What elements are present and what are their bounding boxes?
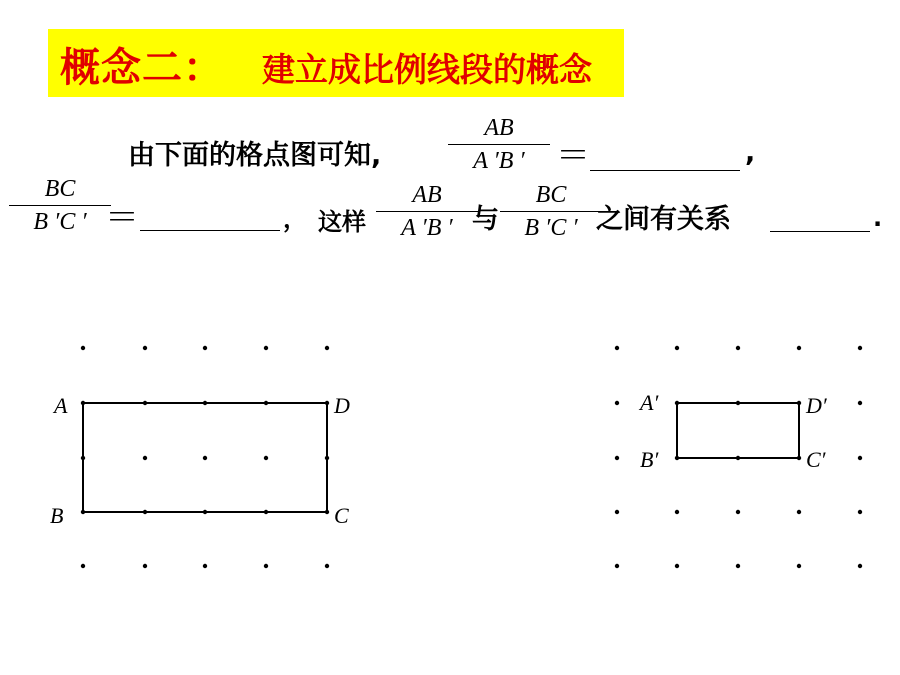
left-grid-dots: [81, 346, 329, 568]
grid-dot: [203, 456, 207, 460]
label-c: C: [334, 503, 349, 528]
grid-dot: [797, 510, 801, 514]
grid-dot: [615, 401, 619, 405]
text-zheyang: 这样: [318, 208, 366, 236]
rectangle-a1b1c1d1: [677, 403, 799, 458]
grid-dot: [615, 456, 619, 460]
fraction-denominator: A ′B ′: [401, 215, 453, 241]
grid-dot: [797, 564, 801, 568]
grid-dot: [325, 564, 329, 568]
label-c-prime: C′: [806, 447, 826, 472]
comma-2: ，: [283, 205, 307, 233]
text-yu: 与: [472, 204, 499, 235]
grid-dot: [858, 346, 862, 350]
label-d: D: [334, 393, 350, 418]
grid-dot: [203, 346, 207, 350]
grid-dot: [264, 564, 268, 568]
label-b: B: [50, 503, 64, 528]
grid-dot: [736, 346, 740, 350]
grid-dot: [858, 456, 862, 460]
fraction-denominator: A ′B ′: [473, 148, 525, 174]
grid-dot: [81, 564, 85, 568]
label-b-prime: B′: [640, 447, 659, 472]
grid-dot: [81, 346, 85, 350]
grid-dot: [675, 510, 679, 514]
fraction-denominator: B ′C ′: [33, 209, 87, 235]
fraction-numerator: BC: [44, 176, 76, 202]
fraction-numerator: AB: [484, 115, 514, 141]
equals-sign-2: ＝: [105, 198, 139, 238]
grid-dot: [736, 564, 740, 568]
label-a: A: [54, 393, 68, 418]
period: .: [873, 204, 883, 232]
grid-dot: [143, 564, 147, 568]
grid-dot: [797, 346, 801, 350]
grid-dot: [325, 346, 329, 350]
title-main: 概念二：: [60, 45, 224, 91]
fraction-numerator: BC: [535, 182, 567, 208]
grid-dot: [615, 510, 619, 514]
label-a-prime: A′: [640, 390, 659, 415]
grid-dot: [615, 346, 619, 350]
title-subtitle: 建立成比例线段的概念: [262, 50, 592, 89]
grid-dot: [203, 564, 207, 568]
grid-dot: [264, 346, 268, 350]
intro-text: 由下面的格点图可知,: [128, 140, 382, 171]
grid-dot: [143, 346, 147, 350]
grid-dot: [858, 401, 862, 405]
equals-sign: ＝: [556, 136, 590, 176]
grid-dot: [858, 510, 862, 514]
fraction-numerator: AB: [412, 182, 442, 208]
grid-dot: [858, 564, 862, 568]
label-d-prime: D′: [806, 393, 827, 418]
grid-dot: [264, 456, 268, 460]
grid-dot: [736, 510, 740, 514]
grid-dot: [143, 456, 147, 460]
grid-dot: [675, 346, 679, 350]
comma: ,: [745, 137, 756, 168]
grid-dot: [615, 564, 619, 568]
fraction-denominator: B ′C ′: [524, 215, 578, 241]
grid-dot: [675, 564, 679, 568]
text-relation: 之间有关系: [596, 204, 731, 235]
